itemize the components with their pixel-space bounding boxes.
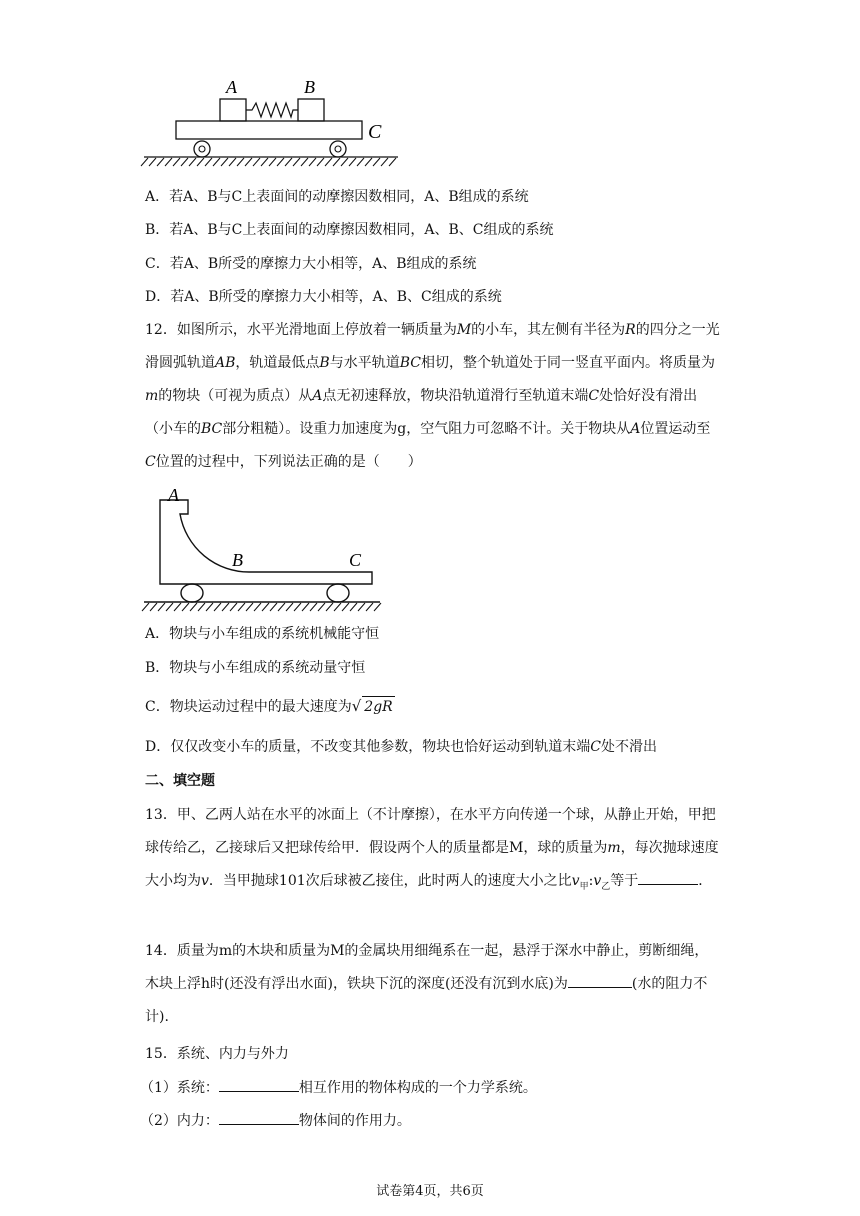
cart-track-outline <box>160 500 372 584</box>
q13-stem: 13．甲、乙两人站在水平的冰面上（不计摩擦），在水平方向传递一个球，从静止开始，甲把球传给乙，乙接球后又把球传给甲．假设两个人的质量都是M，球的质量为m，每次抛球速度大小均为v．当甲抛球101次后球被乙接住，此时两人的速度大小之比$v_甲:v_乙$等于 ． <box>145 807 719 892</box>
label-b: B <box>232 550 243 570</box>
q15-item-1: （1）系统： 相互作用的物体构成的一个力学系统。 <box>140 1077 537 1098</box>
q12-option-b: B．物块与小车组成的系统动量守恒 <box>145 660 366 676</box>
q12-option-a: A．物块与小车组成的系统机械能守恒 <box>145 626 380 642</box>
q11-option-a: A．若A、B与C上表面间的动摩擦因数相同，A、B组成的系统 <box>145 189 529 205</box>
ground-hatching <box>142 603 381 611</box>
cart-body <box>176 121 362 139</box>
q15-title: 15．系统、内力与外力 <box>145 1046 289 1062</box>
section-title-fill-in: 二、填空题 <box>145 773 215 789</box>
q11-option-c: C．若A、B所受的摩擦力大小相等，A、B组成的系统 <box>145 256 477 272</box>
answer-blank[interactable] <box>568 973 632 988</box>
wheel-left <box>194 141 210 157</box>
label-c: C <box>349 550 362 570</box>
q12-option-d: D．仅仅改变小车的质量，不改变其他参数，物块也恰好运动到轨道末端C处不滑出 <box>145 739 657 755</box>
ground-hatching <box>141 158 396 166</box>
q11-option-d: D．若A、B所受的摩擦力大小相等，A、B、C组成的系统 <box>145 289 502 305</box>
answer-blank[interactable] <box>219 1110 299 1125</box>
block-b <box>298 99 324 121</box>
page-footer: 试卷第4页，共6页 <box>376 1184 484 1199</box>
figure-cart-track <box>140 482 390 617</box>
label-a: A <box>226 77 237 97</box>
label-a: A <box>168 485 179 505</box>
label-c: C <box>368 121 382 143</box>
q15-item-2: （2）内力： 物体间的作用力。 <box>140 1110 411 1131</box>
block-a <box>220 99 246 121</box>
spring <box>246 103 298 117</box>
wheel-right <box>327 584 349 602</box>
answer-blank[interactable] <box>638 870 698 885</box>
answer-blank[interactable] <box>219 1077 299 1092</box>
label-b: B <box>304 77 315 97</box>
wheel-right <box>330 141 346 157</box>
sqrt-radicand: 2gR <box>362 696 394 717</box>
wheel-left <box>181 584 203 602</box>
q14-stem: 14．质量为m的木块和质量为M的金属块用细绳系在一起，悬浮于深水中静止，剪断细绳，木块上浮h时(还没有浮出水面)，铁块下沉的深度(还没有沉到水底)为 (水的阻力不计). <box>145 943 709 1025</box>
q12-option-c: C．物块运动过程中的最大速度为√ 2gR <box>145 697 393 715</box>
q12-stem: 12．如图所示，水平光滑地面上停放着一辆质量为M的小车，其左侧有半径为R的四分之一光滑圆弧轨道AB，轨道最低点B与水平轨道BC相切，整个轨道处于同一竖直平面内。将质量为m的物块（可视为质点）从A点无初速释放，物块沿轨道滑行至轨道末端C处恰好没有滑出（小车的BC部分粗糙）。设重力加速度为g，空气阻力可忽略不计。关于物块从A位置运动至C位置的过程中，下列说法正确的是（ ） <box>145 322 720 470</box>
figure-cart-spring <box>140 72 400 172</box>
q11-option-b: B．若A、B与C上表面间的动摩擦因数相同，A、B、C组成的系统 <box>145 222 554 238</box>
